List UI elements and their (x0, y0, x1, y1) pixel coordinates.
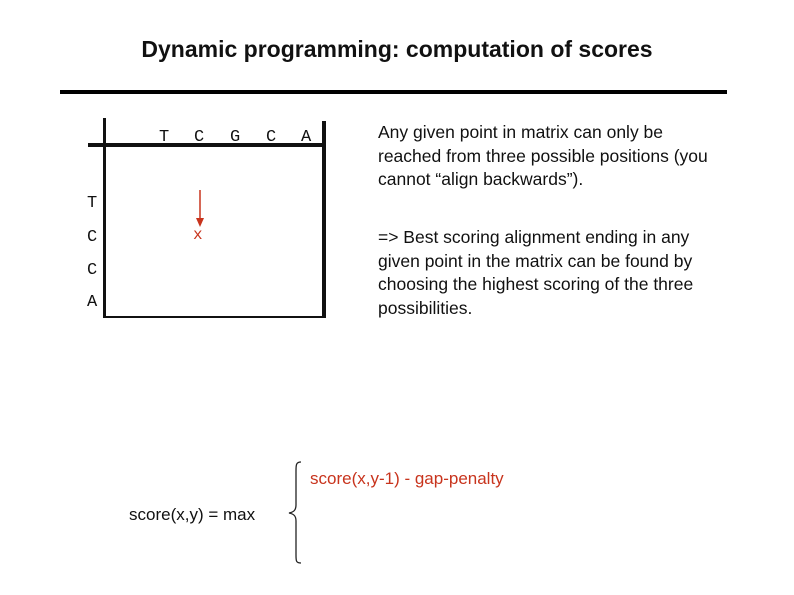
row-header: C (87, 261, 98, 280)
description-text: Any given point in matrix can only be reached from three possible positions (you cannot “align backwards”). (378, 122, 708, 189)
description-paragraph-1 (378, 121, 728, 192)
left-brace-icon (283, 459, 305, 565)
formula-option: score(x,y-1) - gap-penalty (310, 469, 504, 488)
down-arrow-icon (192, 188, 208, 230)
col-header: G (230, 128, 241, 147)
page-title: Dynamic programming: computation of scores (141, 36, 653, 62)
matrix-left-border (103, 118, 106, 318)
description-text: => Best scoring alignment ending in any given point in the matrix can be found by choosing the highest scoring of the three possibilities. (378, 227, 694, 318)
col-header: T (159, 128, 170, 147)
col-header: A (301, 128, 312, 147)
col-header: C (194, 128, 205, 147)
row-header: C (87, 228, 98, 247)
formula-lhs: score(x,y) = max (129, 505, 256, 524)
matrix-right-border (322, 121, 326, 318)
matrix-bottom-border (103, 316, 326, 318)
matrix-header-rule (88, 143, 325, 147)
col-header: C (266, 128, 277, 147)
cell-marker: x (193, 226, 203, 244)
description-paragraph-2 (378, 226, 728, 320)
row-header: T (87, 194, 98, 213)
row-header: A (87, 293, 98, 312)
